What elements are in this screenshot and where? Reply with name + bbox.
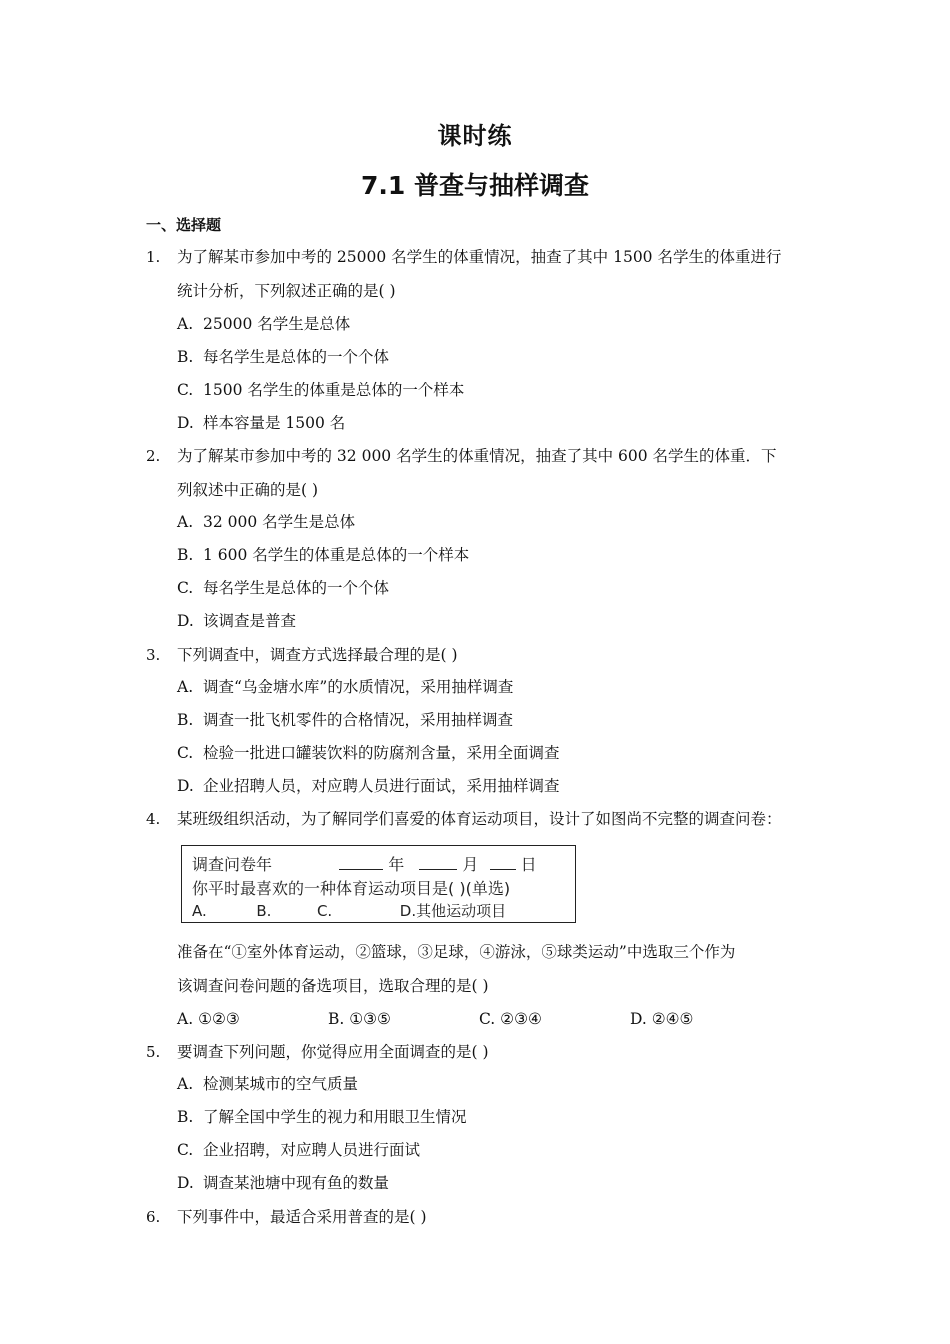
- option-text: 每名学生是总体的一个个体: [203, 348, 390, 366]
- option: [177, 1106, 467, 1128]
- section-heading: 一、选择题: [146, 216, 222, 234]
- question-text: 下列调查中，调查方式选择最合理的是( ): [177, 646, 458, 664]
- question-text: 某班级组织活动，为了解同学们喜爱的体育运动项目，设计了如图尚不完整的调查问卷：: [177, 810, 782, 828]
- survey-option-b: B.: [256, 902, 272, 920]
- option-text: 每名学生是总体的一个个体: [203, 579, 390, 597]
- option: [177, 412, 345, 434]
- page-title: 课时练: [437, 122, 513, 150]
- question-text: 下列事件中，最适合采用普查的是( ): [177, 1208, 427, 1226]
- option: [328, 1008, 391, 1030]
- option-text: ①②③: [198, 1010, 240, 1028]
- survey-option-a: A.: [192, 902, 207, 920]
- option-text: ②③④: [500, 1010, 542, 1028]
- question-number: 2.: [146, 447, 161, 465]
- option-label: C.: [177, 1141, 194, 1159]
- option-label: C.: [177, 579, 194, 597]
- option-text: 1500 名学生的体重是总体的一个样本: [203, 381, 465, 399]
- question-text: 统计分析，下列叙述正确的是( ): [177, 282, 396, 300]
- option-label: D.: [177, 777, 194, 795]
- option: [177, 1073, 358, 1095]
- option-label: B.: [177, 1108, 194, 1126]
- survey-year-label: 年: [388, 855, 405, 874]
- survey-month-label: 月: [462, 855, 479, 874]
- option-text: 企业招聘，对应聘人员进行面试: [203, 1141, 421, 1159]
- option-label: A.: [177, 1075, 194, 1093]
- option: [177, 1172, 389, 1194]
- option-label: B.: [177, 546, 194, 564]
- option-label: A.: [177, 315, 194, 333]
- option-label: D.: [630, 1010, 647, 1028]
- option-text: 调查“乌金塘水库”的水质情况，采用抽样调查: [203, 678, 514, 696]
- option-label: D.: [177, 414, 194, 432]
- survey-option-c: C.: [316, 902, 333, 920]
- option-text: 样本容量是 1500 名: [203, 414, 346, 432]
- page-subtitle: 7.1 普查与抽样调查: [361, 171, 589, 200]
- option-label: C.: [177, 381, 194, 399]
- survey-day-label: 日: [520, 855, 537, 874]
- option-text: 25000 名学生是总体: [203, 315, 351, 333]
- option: [177, 709, 513, 731]
- option: [177, 610, 296, 632]
- option-text: 调查某池塘中现有鱼的数量: [203, 1174, 390, 1192]
- option-text: 检测某城市的空气质量: [203, 1075, 359, 1093]
- option-text: ①③⑤: [349, 1010, 391, 1028]
- question-number: 3.: [146, 646, 161, 664]
- option-label: D.: [177, 1174, 194, 1192]
- survey-label: 调查问卷年: [192, 855, 273, 874]
- option: [177, 577, 389, 599]
- option-text: 1 600 名学生的体重是总体的一个样本: [203, 546, 470, 564]
- question-text: 该调查问卷问题的备选项目，选取合理的是( ): [177, 977, 489, 995]
- option-label: C.: [177, 744, 194, 762]
- option-label: A.: [177, 1010, 194, 1028]
- survey-options-row: [192, 900, 506, 921]
- question-text: 为了解某市参加中考的 25000 名学生的体重情况，抽查了其中 1500 名学生的体重进行: [177, 248, 782, 266]
- option: [177, 676, 513, 698]
- option: [177, 346, 389, 368]
- option: [630, 1008, 693, 1030]
- option: [479, 1008, 542, 1030]
- option-text: ②④⑤: [651, 1010, 694, 1028]
- question-text: 为了解某市参加中考的 32 000 名学生的体重情况，抽查了其中 600 名学生的体重．下: [177, 447, 777, 465]
- option: [177, 379, 464, 401]
- option-label: D.: [177, 612, 194, 630]
- option: [177, 742, 560, 764]
- question-number: 6.: [146, 1208, 161, 1226]
- question-number: 4.: [146, 810, 161, 828]
- option-label: B.: [177, 348, 194, 366]
- option: [177, 1008, 240, 1030]
- option: [177, 1139, 420, 1161]
- question-number: 1.: [146, 248, 161, 266]
- option-label: A.: [177, 513, 194, 531]
- survey-question: 你平时最喜欢的一种体育运动项目是( )(单选): [192, 879, 511, 898]
- survey-row-date: [192, 852, 537, 875]
- option-label: C.: [479, 1010, 496, 1028]
- option-label: B.: [177, 711, 194, 729]
- option-text: 调查一批飞机零件的合格情况，采用抽样调查: [203, 711, 514, 729]
- question-text: 列叙述中正确的是( ): [177, 481, 319, 499]
- question-text: 准备在“①室外体育运动，②篮球，③足球，④游泳，⑤球类运动”中选取三个作为: [177, 943, 736, 961]
- survey-option-d: D.其他运动项目: [399, 902, 507, 920]
- option: [177, 775, 560, 797]
- option-label: A.: [177, 678, 194, 696]
- option-label: B.: [328, 1010, 345, 1028]
- option-text: 32 000 名学生是总体: [203, 513, 356, 531]
- question-text: 要调查下列问题，你觉得应用全面调查的是( ): [177, 1043, 489, 1061]
- survey-form-image: [181, 845, 576, 923]
- option-text: 检验一批进口罐装饮料的防腐剂含量，采用全面调查: [203, 744, 560, 762]
- option: [177, 544, 469, 566]
- option-text: 企业招聘人员，对应聘人员进行面试，采用抽样调查: [203, 777, 560, 795]
- option-text: 该调查是普查: [203, 612, 297, 630]
- option-text: 了解全国中学生的视力和用眼卫生情况: [203, 1108, 467, 1126]
- option: [177, 313, 350, 335]
- option: [177, 511, 355, 533]
- question-number: 5.: [146, 1043, 161, 1061]
